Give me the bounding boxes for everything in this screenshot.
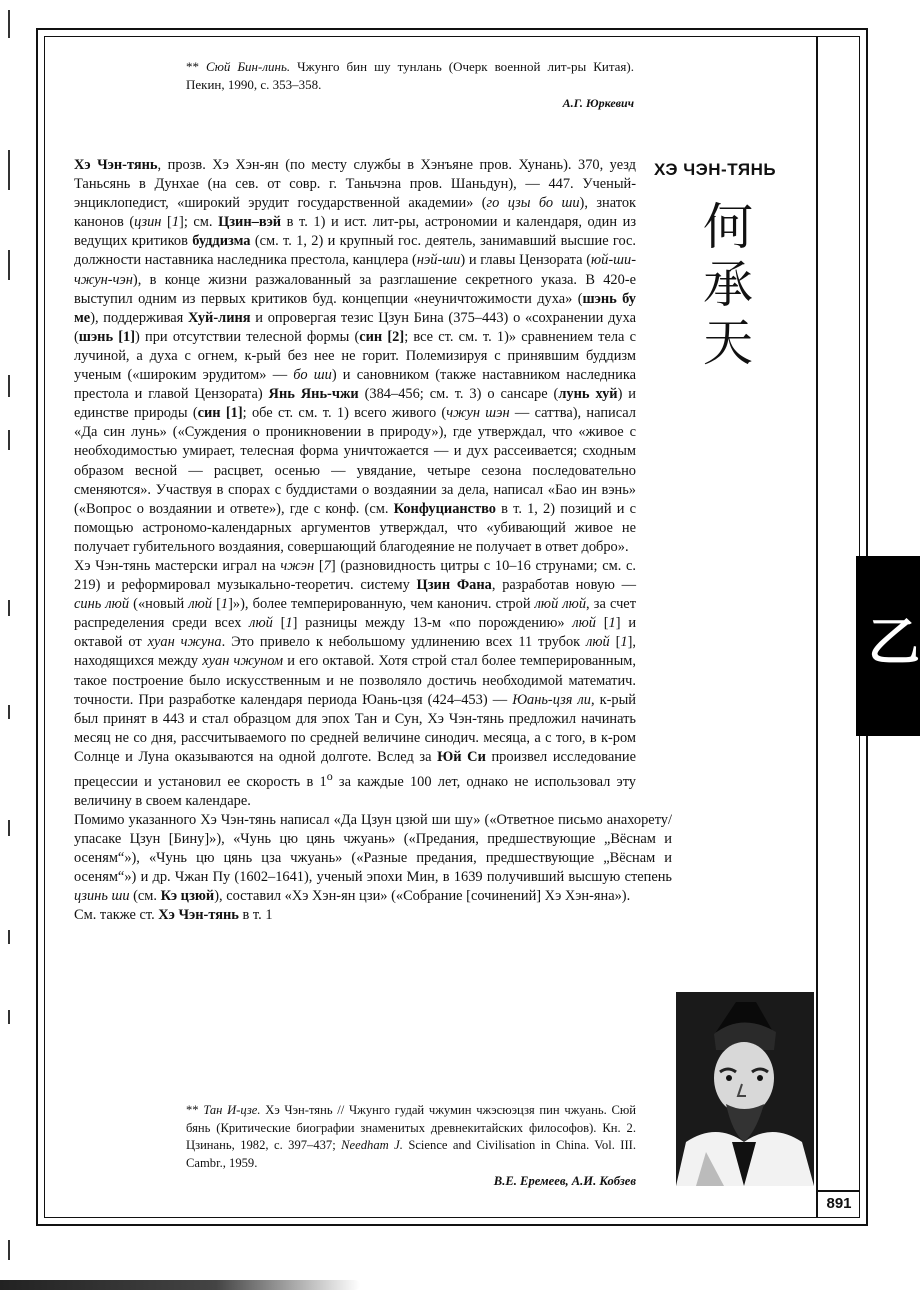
portrait-image (676, 992, 814, 1186)
bib-text-2: Science and Civilisation in China. Vol. III. Cambr., 1959. (186, 1138, 637, 1170)
article-body (74, 156, 672, 926)
bib-author: Тан И-цзе. (203, 1103, 261, 1117)
bib-author-2: Needham J. (341, 1138, 403, 1152)
bib-stars: ** (186, 1103, 199, 1117)
article-signature: В.Е. Еремеев, А.И. Кобзев (493, 1174, 636, 1188)
bib-text: Хэ Чэн-тянь // Чжунго гудай чжумин чжэсюэцзя пин чжуань. Сюй бянь (Критические биографии знаменитых древнекитайских философов). Кн. 2. Цзинань, 1982, с. 397–437; (186, 1103, 636, 1152)
hanzi-char: 何 (703, 198, 753, 256)
page-number-rule (816, 1190, 860, 1192)
ref-author: Сюй Бин-линь. (206, 59, 291, 74)
ref-stars: ** (186, 59, 199, 74)
page-number: 891 (826, 1195, 852, 1212)
hanzi-char: 天 (703, 314, 753, 372)
scan-margin-marks (8, 0, 16, 1298)
ref-text: Чжунго бин шу тунлань (Очерк военной лит-ры Китая). Пекин, 1990, с. 353–358. (186, 59, 634, 92)
entry-name: Хэ Чэн-тянь (74, 157, 158, 173)
entry-hanzi (700, 198, 756, 372)
entry-heading: ХЭ ЧЭН-ТЯНЬ (654, 160, 777, 179)
paragraph-4-see-also: См. также ст. Хэ Чэн-тянь в т. 1 (74, 907, 273, 924)
previous-article-reference (186, 58, 634, 94)
paragraph-3: Помимо указанного Хэ Чэн-тянь написал «Да Цзун цзюй ши шу» («Ответное письмо анахорету/упасаке Цзун [Бину]»), «Чунь цю цянь чжуань» («Предания, предшествующие „Вёснам и осеням“»), «Чунь цю цянь цза чжуань» («Разные предания, предшествующие „Вёснам и осеням“») и др. Чжан Пу (1602–1641), ученый эпохи Мин, в 1639 получивший высшую степень цзинь ши (см. Кэ цзюй), составил «Хэ Хэн-ян цзи» («Собрание [сочинений] Хэ Хэн-яна»). (74, 811, 672, 905)
column-divider (816, 36, 818, 1218)
hanzi-char: 承 (703, 256, 753, 314)
paragraph-1: Хэ Чэн-тянь, прозв. Хэ Хэн-ян (по месту службы в Хэнъяне пров. Хунань). 370, уезд Таньсянь в Дунхае (на сев. от совр. г. Таньчэна пров. Шаньдун), — 447. Ученый-энциклопедист, «широкий эрудит государственной академии» (го цзы бо ши), знаток канонов (цзин [1]; см. Цзин–вэй в т. 1) и ист. лит-ры, астрономии и календаря, один из ведущих критиков буддизма (см. т. 1, 2) и крупный гос. деятель, занимавший высшие гос. должности наставника наследника престола, канцлера (нэй-ши) и главы Цензората (юй-ши-чжун-чэн), в конце жизни разжалованный за разглашение секретного указа. В 420-е выступил одним из первых критиков буд. концепции «неуничтожимости духа» (шэнь бу ме), поддерживая Хуй-линя и опровергая тезис Цзун Бина (375–443) о «сохранении духа (шэнь [1]) при отсутствии телесной формы (син [2]; все ст. см. т. 1)» сравнением тела с лучиной, а духа с огнем, к-рый без нее не горит. Полемизируя с принявшим буддизм ученым («широким эрудитом» — бо ши) и сановником (также наставником наследника престола и главой Цензората) Янь Янь-чжи (384–456; см. т. 3) о сансаре (лунь хуй) и единстве природы (син [1]; обе ст. см. т. 1) всего живого (чжун шэн — саттва), написал «Да син лунь» («Суждения о проникновении в природу»), где утверждал, что «живое с необходимостью умирает, телесная форма уничтожается — и дух рассеивается; сходным образом весной — расцвет, осенью — увядание, четыре сезона последовательно сменяются». Участвуя в спорах с буддистами о воздаянии за дела, написал «Бао ин вэнь» («Вопрос о воздаянии и ответе»), где с конф. (см. Конфуцианство в т. 1, 2) позиций и с помощью астрономо-календарных аргументов утверждал, что «убивающий живое не получает губительного воздаяния, совершающий благодеяние не получает в ответ добро». (74, 157, 637, 555)
scan-edge-smear (0, 1280, 360, 1290)
previous-article-signature: А.Г. Юркевич (562, 96, 634, 110)
paragraph-2: Хэ Чэн-тянь мастерски играл на чжэн [7] (разновидность цитры с 10–16 струнами; см. с. 219) и реформировал музыкально-теоретич. систему Цзин Фана, разработав новую — синь люй («новый люй [1]»), более темперированную, чем канонич. строй люй люй, за счет распределения среди всех люй [1] разницы между 13-м «по порождению» люй [1] и октавой от хуан чжуна. Это привело к небольшому удлинению всех 11 трубок люй [1], находящихся между хуан чжуном и его октавой. Хотя строй стал более темперированным, такое построение было искусственным и не позволяло достичь необходимой математич. точности. При разработке календаря периода Юань-цзя (424–453) — Юань-цзя ли, к-рый был принят в 443 и стал образцом для эпох Тан и Сун, Хэ Чэн-тянь предложил начинать месяц не со дня, рассчитываемого по средней величине синодич. месяца, а с того, в к-ром Солнце и Луна оказываются на одной долготе. Вслед за Юй Си произвел исследование прецессии и установил ее скорость в 1$^o$ за каждые 100 лет, однако не использовал эту величину в своем календаре. (74, 557, 637, 809)
thumb-index-glyph: 乙 (868, 613, 920, 673)
bibliography (186, 1102, 636, 1172)
